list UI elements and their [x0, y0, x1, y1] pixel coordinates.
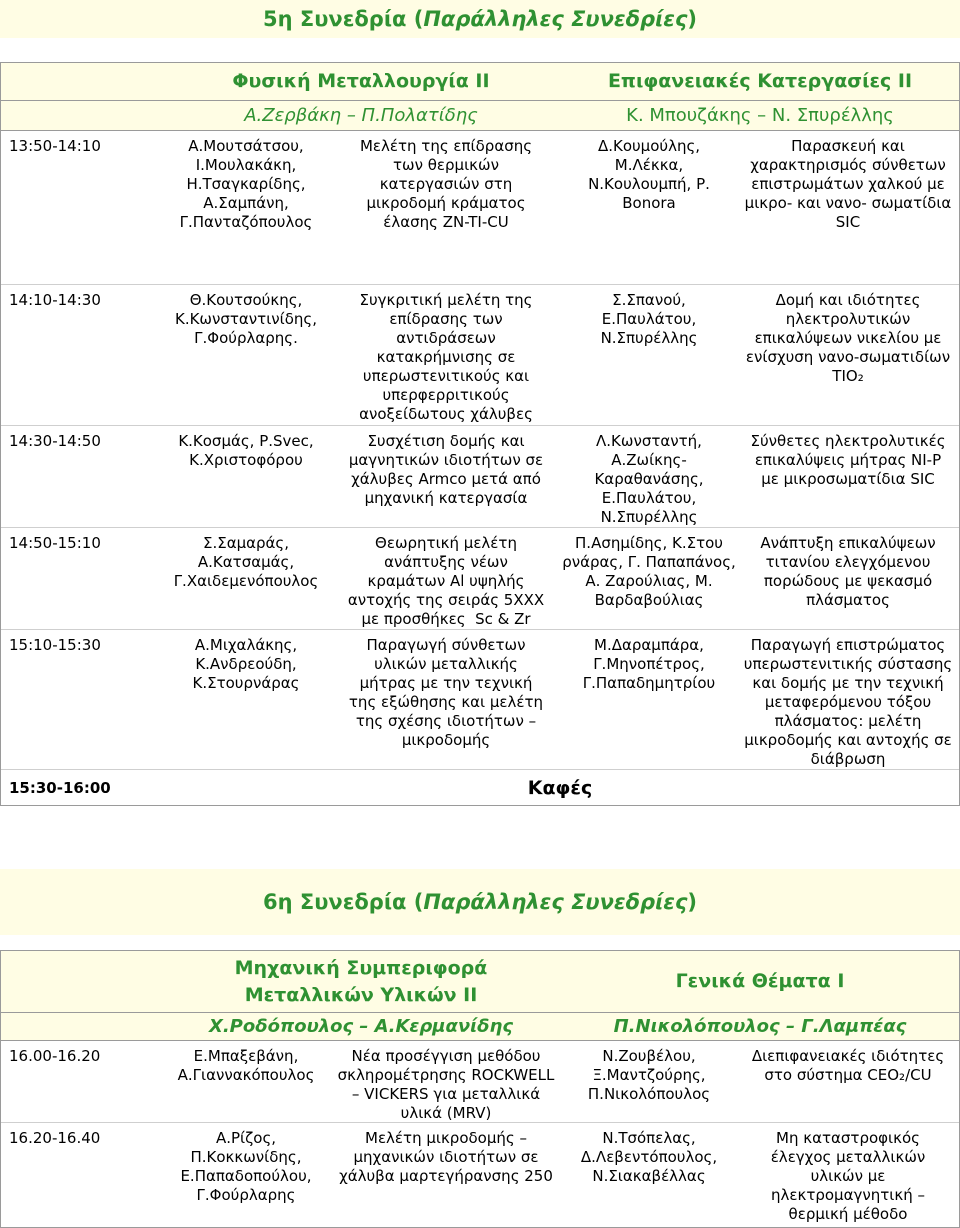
- track-b-name: Γενικά Θέματα Ι: [675, 970, 845, 992]
- track-a-authors: Α.Ρίζος, Π.Κοκκωνίδης, Ε.Παπαδοπούλου, Γ.Φούρλαρης: [180, 1129, 312, 1204]
- slot-row: [1, 426, 959, 528]
- track-a-chairs: Χ.Ροδόπουλος – Α.Κερμανίδης: [208, 1016, 514, 1037]
- track-b-paper-title: Παρασκευή και χαρακτηρισμός σύνθετων επιστρωμάτων χαλκού με μικρο- και νανο- σωματίδια SIC: [744, 137, 952, 231]
- slot-row: [1, 1041, 959, 1123]
- chairs-header-row: [1, 101, 959, 131]
- track-b-authors: Μ.Δαραμπάρα, Γ.Μηνοπέτρος, Γ.Παπαδημητρίου: [582, 636, 716, 692]
- track-b-name: Επιφανειακές Κατεργασίες ΙΙ: [607, 70, 913, 92]
- session-5-title-suffix: ): [687, 7, 697, 31]
- slot-time: 14:30-14:50: [9, 432, 101, 450]
- track-b-paper-title: Παραγωγή επιστρώματος υπερωστενιτικής σύστασης και δομής με την τεχνική μεταφερόμενου τόξου πλάσματος: μελέτη μικροδομής και αντοχής σε διάβρωση: [743, 636, 953, 768]
- session-5-title-prefix: 5η Συνεδρία (: [262, 7, 424, 31]
- slot-time: 16.20-16.40: [9, 1129, 101, 1147]
- track-a-authors: Κ.Κοσμάς, Ρ.Svec, Κ.Χριστοφόρου: [178, 432, 314, 469]
- slot-time: 14:50-15:10: [9, 534, 101, 552]
- slot-row: [1, 1123, 959, 1227]
- track-b-paper-title: Ανάπτυξη επικαλύψεων τιτανίου ελεγχόμενου πορώδους με ψεκασμό πλάσματος: [760, 534, 936, 609]
- track-b-chairs: Κ. Μπουζάκης – Ν. Σπυρέλλης: [626, 105, 894, 126]
- time-column-header: [1, 63, 161, 100]
- track-header-row: [1, 63, 959, 101]
- track-a-authors: Α.Μουτσάτσου, Ι.Μουλακάκη, Η.Τσαγκαρίδης, Α.Σαμπάνη, Γ.Πανταζόπουλος: [179, 137, 313, 231]
- track-a-paper-title: Μελέτη της επίδρασης των θερμικών κατεργασιών στη μικροδομή κράματος έλασης ZN-TI-CU: [359, 137, 533, 231]
- break-time: 15:30-16:00: [9, 778, 111, 797]
- session-5-title: [263, 7, 697, 31]
- slot-time: 15:10-15:30: [9, 636, 101, 654]
- track-b-authors: Δ.Κουμούλης, Μ.Λέκκα, Ν.Κουλουμπή, Ρ. Bonora: [588, 137, 710, 212]
- session-5-schedule-table: [0, 62, 960, 806]
- track-b-paper-title: Σύνθετες ηλεκτρολυτικές επικαλύψεις μήτρας NI-P με μικροσωματίδια SIC: [750, 432, 946, 488]
- slot-row: [1, 630, 959, 770]
- session-6-title-italic: Παράλληλες Συνεδρίες: [423, 890, 688, 914]
- session-6-schedule-table: [0, 950, 960, 1228]
- track-b-authors: Λ.Κωνσταντή, Α.Ζωίκης- Καραθανάσης, Ε.Παυλάτου, Ν.Σπυρέλλης: [594, 432, 704, 526]
- track-a-name: Μηχανική Συμπεριφορά Μεταλλικών Υλικών ΙΙ: [234, 956, 488, 1006]
- track-b-authors: Ν.Τσόπελας, Δ.Λεβεντόπουλος, Ν.Σιακαβέλλας: [580, 1129, 718, 1185]
- track-a-paper-title: Θεωρητική μελέτη ανάπτυξης νέων κραμάτων Al υψηλής αντοχής της σειράς 5XXX με προσθήκες Sc & Zr: [347, 534, 545, 628]
- slot-time: 13:50-14:10: [9, 137, 101, 155]
- track-a-chairs: Α.Ζερβάκη – Π.Πολατίδης: [244, 105, 478, 126]
- slot-row: [1, 528, 959, 630]
- session-6-title-band: [0, 869, 960, 935]
- track-a-paper-title: Συγκριτική μελέτη της επίδρασης των αντιδράσεων κατακρήμνισης σε υπερωστενιτικούς και υπερφερριτικούς ανοξείδωτους χάλυβες: [359, 291, 533, 423]
- track-b-authors: Π.Ασημίδης, Κ.Στου ρνάρας, Γ. Παπαπάνος, Α. Ζαρούλιας, Μ. Βαρδαβούλιας: [562, 534, 736, 609]
- slot-row: [1, 131, 959, 285]
- track-a-paper-title: Παραγωγή σύνθετων υλικών μεταλλικής μήτρας με την τεχνική της εξώθησης και μελέτη της σχέσης ιδιοτήτων – μικροδομής: [348, 636, 544, 749]
- session-6-title-suffix: ): [687, 890, 697, 914]
- session-5-title-band: [0, 0, 960, 38]
- track-a-paper-title: Νέα προσέγγιση μεθόδου σκληρομέτρησης ROCKWELL – VICKERS για μεταλλικά υλικά (MRV): [337, 1047, 555, 1122]
- track-a-paper-title: Συσχέτιση δομής και μαγνητικών ιδιοτήτων σε χάλυβες Armco μετά από μηχανική κατεργασία: [348, 432, 544, 507]
- slot-time: 16.00-16.20: [9, 1047, 101, 1065]
- time-column-header: [1, 1013, 161, 1040]
- track-a-authors: Θ.Κουτσούκης, Κ.Κωνσταντινίδης, Γ.Φούρλαρης.: [174, 291, 317, 347]
- track-a-name: Φυσική Μεταλλουργία ΙΙ: [232, 70, 490, 92]
- time-column-header: [1, 951, 161, 1012]
- session-5-title-italic: Παράλληλες Συνεδρίες: [423, 7, 688, 31]
- track-b-paper-title: Δομή και ιδιότητες ηλεκτρολυτικών επικαλύψεων νικελίου με ενίσχυση νανο-σωματιδίων TIO₂: [745, 291, 951, 385]
- track-a-authors: Ε.Μπαξεβάνη, Α.Γιαννακόπουλος: [177, 1047, 315, 1084]
- session-6-title: [263, 890, 697, 914]
- track-header-row: [1, 951, 959, 1013]
- track-a-paper-title: Μελέτη μικροδομής – μηχανικών ιδιοτήτων σε χάλυβα μαρτεγήρανσης 250: [339, 1129, 553, 1185]
- track-b-authors: Ν.Ζουβέλου, Ξ.Μαντζούρης, Π.Νικολόπουλος: [587, 1047, 711, 1103]
- slot-time: 14:10-14:30: [9, 291, 101, 309]
- track-b-paper-title: Μη καταστροφικός έλεγχος μεταλλικών υλικών με ηλεκτρομαγνητική – θερμική μέθοδο: [770, 1129, 926, 1223]
- slot-row: [1, 285, 959, 426]
- coffee-break-label: Καφές: [527, 776, 593, 799]
- track-b-paper-title: Διεπιφανειακές ιδιότητες στο σύστημα CEO₂/CU: [751, 1047, 945, 1084]
- track-a-authors: Α.Μιχαλάκης, Κ.Ανδρεούδη, Κ.Στουρνάρας: [192, 636, 300, 692]
- chairs-header-row: [1, 1013, 959, 1041]
- time-column-header: [1, 101, 161, 130]
- session-6-title-prefix: 6η Συνεδρία (: [262, 890, 424, 914]
- track-a-authors: Σ.Σαμαράς, Α.Κατσαμάς, Γ.Χαιδεμενόπουλος: [173, 534, 319, 590]
- track-b-chairs: Π.Νικολόπουλος – Γ.Λαμπέας: [613, 1016, 907, 1037]
- track-b-authors: Σ.Σπανού, Ε.Παυλάτου, Ν.Σπυρέλλης: [600, 291, 698, 347]
- coffee-break-row: [1, 770, 959, 805]
